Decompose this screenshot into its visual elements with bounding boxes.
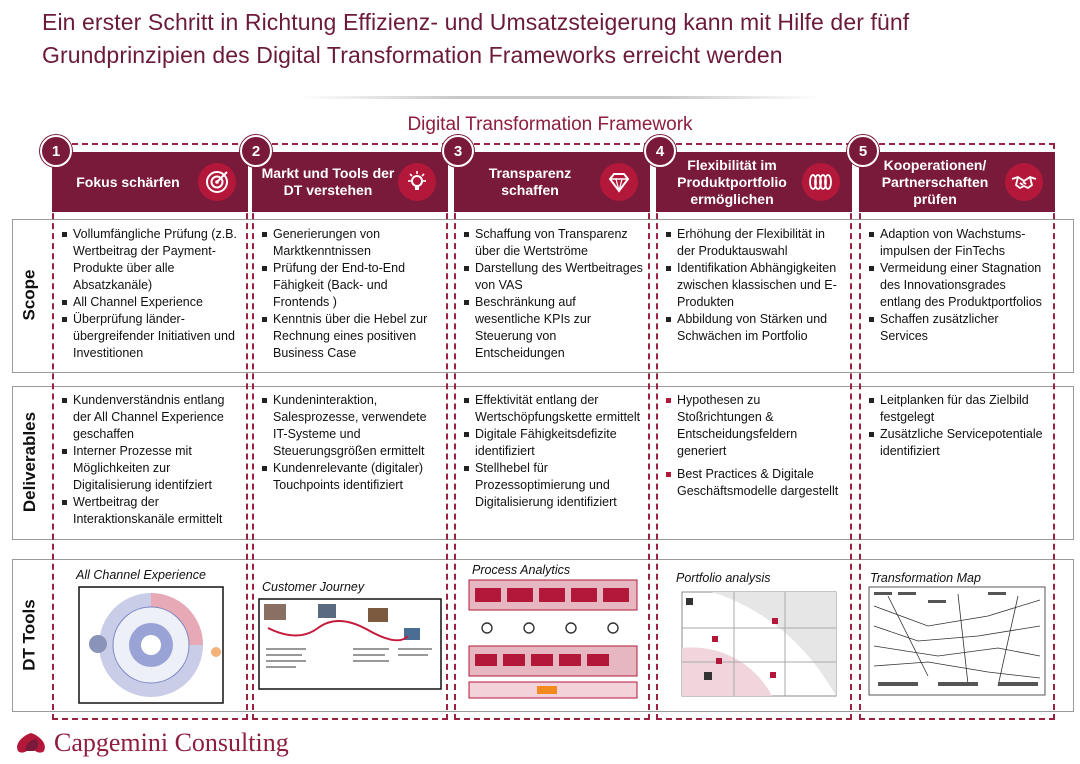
deliverables-row-label: Deliverables: [20, 411, 39, 513]
list-item: Stellhebel für Prozessoptimierung und Digitalisierung identifiziert: [464, 460, 644, 511]
column-2-title: Markt und Tools der DT verstehen: [261, 165, 395, 198]
list-item: Effektivität entlang der Wertschöpfungskette ermittelt: [464, 392, 644, 426]
list-item: Zusätzliche Servicepotentiale identifiziert: [869, 426, 1049, 460]
column-5-header: [859, 152, 1055, 212]
tool-title-4: Portfolio analysis: [676, 571, 771, 585]
all-channel-thumbnail: [78, 586, 224, 704]
tool-title-5: Transformation Map: [870, 571, 981, 585]
column-1-title: Fokus schärfen: [76, 173, 180, 190]
list-item: Leitplanken für das Zielbild festgelegt: [869, 392, 1049, 426]
tool-title-2: Customer Journey: [262, 580, 365, 594]
transformation-map-thumbnail: [868, 586, 1046, 696]
list-item: Kundeninteraktion, Salesprozesse, verwendete IT-Systeme und Steuerungsgrößen ermittelt: [262, 392, 442, 460]
list-item: Kundenrelevante (digitaler) Touchpoints identifiziert: [262, 460, 442, 494]
spades-icon: [14, 731, 48, 755]
scope-cell-2: [262, 226, 442, 362]
step-1-badge: 1: [40, 135, 72, 167]
title-divider: [300, 96, 820, 99]
list-item: Erhöhung der Flexibilität in der Produktauswahl: [666, 226, 846, 260]
step-3-badge: 3: [442, 135, 474, 167]
list-item: All Channel Experience: [62, 294, 242, 311]
column-5-title: Kooperationen/ Partnerschaften prüfen: [881, 156, 989, 207]
list-item: Darstellung des Wertbeitrages von VAS: [464, 260, 644, 294]
list-item: Adaption von Wachstums-impulsen der FinTechs: [869, 226, 1049, 260]
list-item: Prüfung der End-to-End Fähigkeit (Back- und Frontends ): [262, 260, 442, 311]
column-1-header: [52, 152, 248, 212]
logo-text: Capgemini Consulting: [54, 728, 289, 757]
tool-title-3: Process Analytics: [472, 563, 571, 577]
spring-icon: [802, 163, 840, 201]
deliverables-cell-4: [666, 392, 846, 506]
deliverables-cell-5: [869, 392, 1049, 460]
list-item: Digitale Fähigkeitsdefizite identifiziert: [464, 426, 644, 460]
step-5-badge: 5: [847, 135, 879, 167]
column-4-title: Flexibilität im Produktportfolio ermöglichen: [677, 156, 787, 207]
lightbulb-icon: [398, 163, 436, 201]
scope-cell-3: [464, 226, 644, 362]
customer-journey-thumbnail: [258, 598, 442, 690]
list-item: Abbildung von Stärken und Schwächen im Portfolio: [666, 311, 846, 345]
list-item: Interner Prozesse mit Möglichkeiten zur Digitalisierung identifziert: [62, 443, 242, 494]
list-item: Schaffen zusätzlicher Services: [869, 311, 1049, 345]
process-analytics-thumbnail: [467, 578, 639, 702]
scope-row-label: Scope: [20, 269, 39, 321]
list-item: Überprüfung länder-übergreifender Initiativen und Investitionen: [62, 311, 242, 362]
list-item: Kenntnis über die Hebel zur Rechnung eines positiven Business Case: [262, 311, 442, 362]
tool-title-1: All Channel Experience: [76, 568, 206, 582]
capgemini-logo: [14, 728, 289, 758]
scope-cell-4: [666, 226, 846, 345]
list-item: Generierungen von Marktkenntnissen: [262, 226, 442, 260]
framework-title: Digital Transformation Framework: [407, 114, 693, 135]
list-item: Beschränkung auf wesentliche KPIs zur Steuerung von Entscheidungen: [464, 294, 644, 362]
list-item: Wertbeitrag der Interaktionskanäle ermittelt: [62, 494, 242, 528]
deliverables-cell-3: [464, 392, 644, 511]
list-item: Identifikation Abhängigkeiten zwischen klassischen und E-Produkten: [666, 260, 846, 311]
scope-cell-5: [869, 226, 1049, 345]
column-4-header: [656, 152, 852, 212]
list-item: Schaffung von Transparenz über die Wertströme: [464, 226, 644, 260]
list-item: Vermeidung einer Stagnation des Innovationsgrades entlang des Produktportfolios: [869, 260, 1049, 311]
list-item: Vollumfängliche Prüfung (z.B. Wertbeitrag der Payment-Produkte über alle Absatzkanäle): [62, 226, 242, 294]
portfolio-analysis-thumbnail: [672, 588, 840, 706]
tools-row-label: DT Tools: [20, 598, 40, 671]
step-4-badge: 4: [644, 135, 676, 167]
scope-cell-1: [62, 226, 242, 362]
deliverables-cell-1: [62, 392, 242, 528]
diamond-icon: [600, 163, 638, 201]
handshake-icon: [1005, 163, 1043, 201]
step-2-badge: 2: [240, 135, 272, 167]
list-item: Best Practices & Digitale Geschäftsmodelle dargestellt: [666, 466, 846, 500]
list-item: Kundenverständnis entlang der All Channel Experience geschaffen: [62, 392, 242, 443]
column-2-header: [252, 152, 448, 212]
column-3-header: [454, 152, 650, 212]
column-3-title: Transparenz schaffen: [488, 165, 572, 198]
list-item: Hypothesen zu Stoßrichtungen & Entscheidungsfeldern generiert: [666, 392, 846, 460]
target-icon: [198, 163, 236, 201]
deliverables-cell-2: [262, 392, 442, 494]
page-title: Ein erster Schritt in Richtung Effizienz- und Umsatzsteigerung kann mit Hilfe der fünf Grundprinzipien des Digital Transformation Frameworks erreicht werden: [42, 9, 910, 68]
